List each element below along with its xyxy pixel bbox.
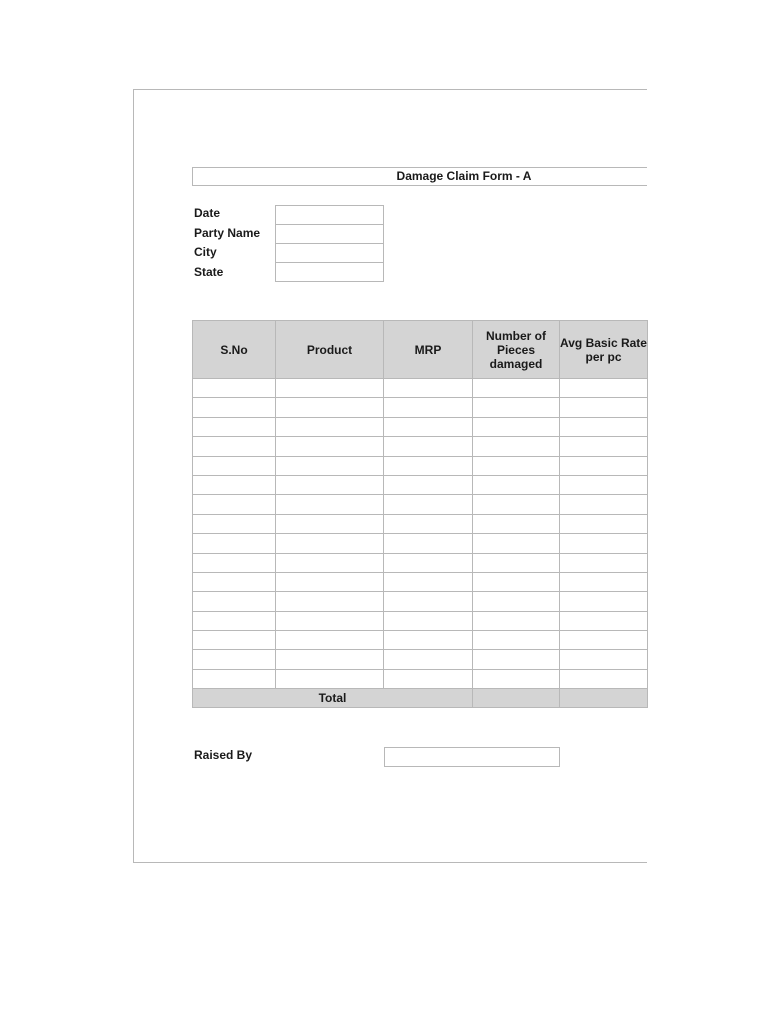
cell-product[interactable] xyxy=(276,417,384,436)
cell-sno[interactable] xyxy=(193,495,276,514)
cell-pieces-damaged[interactable] xyxy=(473,650,560,669)
cell-mrp[interactable] xyxy=(384,417,473,436)
cell-product[interactable] xyxy=(276,379,384,398)
table-row xyxy=(193,398,648,417)
cell-pieces-damaged[interactable] xyxy=(473,631,560,650)
table-row xyxy=(193,475,648,494)
table-row xyxy=(193,650,648,669)
cell-mrp[interactable] xyxy=(384,437,473,456)
raised-by-label: Raised By xyxy=(194,748,253,762)
cell-pieces-damaged[interactable] xyxy=(473,534,560,553)
cell-mrp[interactable] xyxy=(384,650,473,669)
table-row xyxy=(193,456,648,475)
table-row xyxy=(193,437,648,456)
raised-by-field[interactable] xyxy=(384,747,560,767)
cell-product[interactable] xyxy=(276,514,384,533)
table-row xyxy=(193,611,648,630)
cell-pieces-damaged[interactable] xyxy=(473,495,560,514)
cell-pieces-damaged[interactable] xyxy=(473,398,560,417)
cell-mrp[interactable] xyxy=(384,514,473,533)
cell-avg-basic-rate[interactable] xyxy=(560,398,648,417)
cell-sno[interactable] xyxy=(193,456,276,475)
cell-avg-basic-rate[interactable] xyxy=(560,611,648,630)
city-label: City xyxy=(194,245,217,259)
cell-pieces-damaged[interactable] xyxy=(473,475,560,494)
cell-avg-basic-rate[interactable] xyxy=(560,475,648,494)
cell-avg-basic-rate[interactable] xyxy=(560,456,648,475)
table-row xyxy=(193,417,648,436)
cell-product[interactable] xyxy=(276,495,384,514)
cell-product[interactable] xyxy=(276,534,384,553)
total-pieces-cell[interactable] xyxy=(473,689,560,708)
cell-mrp[interactable] xyxy=(384,456,473,475)
cell-avg-basic-rate[interactable] xyxy=(560,534,648,553)
table-row xyxy=(193,592,648,611)
cell-avg-basic-rate[interactable] xyxy=(560,572,648,591)
party-name-field[interactable] xyxy=(275,224,384,244)
state-field[interactable] xyxy=(275,262,384,282)
cell-mrp[interactable] xyxy=(384,379,473,398)
table-row xyxy=(193,379,648,398)
table-row xyxy=(193,553,648,572)
cell-pieces-damaged[interactable] xyxy=(473,592,560,611)
cell-avg-basic-rate[interactable] xyxy=(560,553,648,572)
cell-sno[interactable] xyxy=(193,611,276,630)
cell-sno[interactable] xyxy=(193,398,276,417)
total-label: Total xyxy=(193,689,473,708)
total-rate-cell[interactable] xyxy=(560,689,648,708)
table-header-row xyxy=(193,321,648,379)
cell-pieces-damaged[interactable] xyxy=(473,514,560,533)
cell-sno[interactable] xyxy=(193,534,276,553)
party-name-label: Party Name xyxy=(194,226,261,240)
cell-avg-basic-rate[interactable] xyxy=(560,379,648,398)
cell-sno[interactable] xyxy=(193,514,276,533)
cell-avg-basic-rate[interactable] xyxy=(560,437,648,456)
cell-sno[interactable] xyxy=(193,417,276,436)
cell-mrp[interactable] xyxy=(384,398,473,417)
cell-pieces-damaged[interactable] xyxy=(473,611,560,630)
header-pieces-damaged: Number of Pieces damaged xyxy=(473,321,560,379)
table-row xyxy=(193,572,648,591)
cell-product[interactable] xyxy=(276,572,384,591)
cell-avg-basic-rate[interactable] xyxy=(560,417,648,436)
cell-sno[interactable] xyxy=(193,592,276,611)
header-product: Product xyxy=(276,321,384,379)
cell-product[interactable] xyxy=(276,437,384,456)
claims-table xyxy=(192,320,648,708)
cell-mrp[interactable] xyxy=(384,592,473,611)
cell-sno[interactable] xyxy=(193,553,276,572)
cell-pieces-damaged[interactable] xyxy=(473,572,560,591)
cell-pieces-damaged[interactable] xyxy=(473,456,560,475)
cell-mrp[interactable] xyxy=(384,631,473,650)
cell-avg-basic-rate[interactable] xyxy=(560,592,648,611)
table-row xyxy=(193,669,648,688)
cell-product[interactable] xyxy=(276,398,384,417)
cell-sno[interactable] xyxy=(193,437,276,456)
cell-avg-basic-rate[interactable] xyxy=(560,650,648,669)
cell-avg-basic-rate[interactable] xyxy=(560,669,648,688)
cell-product[interactable] xyxy=(276,592,384,611)
cell-product[interactable] xyxy=(276,650,384,669)
cell-mrp[interactable] xyxy=(384,475,473,494)
total-row xyxy=(193,689,648,708)
cell-product[interactable] xyxy=(276,611,384,630)
cell-avg-basic-rate[interactable] xyxy=(560,514,648,533)
cell-sno[interactable] xyxy=(193,475,276,494)
cell-product[interactable] xyxy=(276,669,384,688)
cell-mrp[interactable] xyxy=(384,669,473,688)
form-title: Damage Claim Form - A xyxy=(396,169,532,183)
cell-mrp[interactable] xyxy=(384,495,473,514)
cell-pieces-damaged[interactable] xyxy=(473,669,560,688)
cell-product[interactable] xyxy=(276,631,384,650)
cell-product[interactable] xyxy=(276,475,384,494)
city-field[interactable] xyxy=(275,243,384,263)
cell-pieces-damaged[interactable] xyxy=(473,379,560,398)
cell-pieces-damaged[interactable] xyxy=(473,553,560,572)
cell-sno[interactable] xyxy=(193,669,276,688)
cell-sno[interactable] xyxy=(193,379,276,398)
cell-mrp[interactable] xyxy=(384,611,473,630)
table-row xyxy=(193,514,648,533)
header-mrp: MRP xyxy=(384,321,473,379)
cell-mrp[interactable] xyxy=(384,534,473,553)
header-sno: S.No xyxy=(193,321,276,379)
cell-pieces-damaged[interactable] xyxy=(473,437,560,456)
cell-product[interactable] xyxy=(276,456,384,475)
cell-avg-basic-rate[interactable] xyxy=(560,631,648,650)
cell-sno[interactable] xyxy=(193,650,276,669)
table-row xyxy=(193,631,648,650)
table-row xyxy=(193,534,648,553)
cell-pieces-damaged[interactable] xyxy=(473,417,560,436)
state-label: State xyxy=(194,265,224,279)
cell-product[interactable] xyxy=(276,553,384,572)
cell-sno[interactable] xyxy=(193,631,276,650)
cell-avg-basic-rate[interactable] xyxy=(560,495,648,514)
date-label: Date xyxy=(194,206,221,220)
form-title-box xyxy=(192,167,647,186)
table-row xyxy=(193,495,648,514)
cell-mrp[interactable] xyxy=(384,572,473,591)
cell-mrp[interactable] xyxy=(384,553,473,572)
cell-sno[interactable] xyxy=(193,572,276,591)
date-field[interactable] xyxy=(275,205,384,225)
header-avg-basic-rate: Avg Basic Rate per pc xyxy=(560,321,648,379)
